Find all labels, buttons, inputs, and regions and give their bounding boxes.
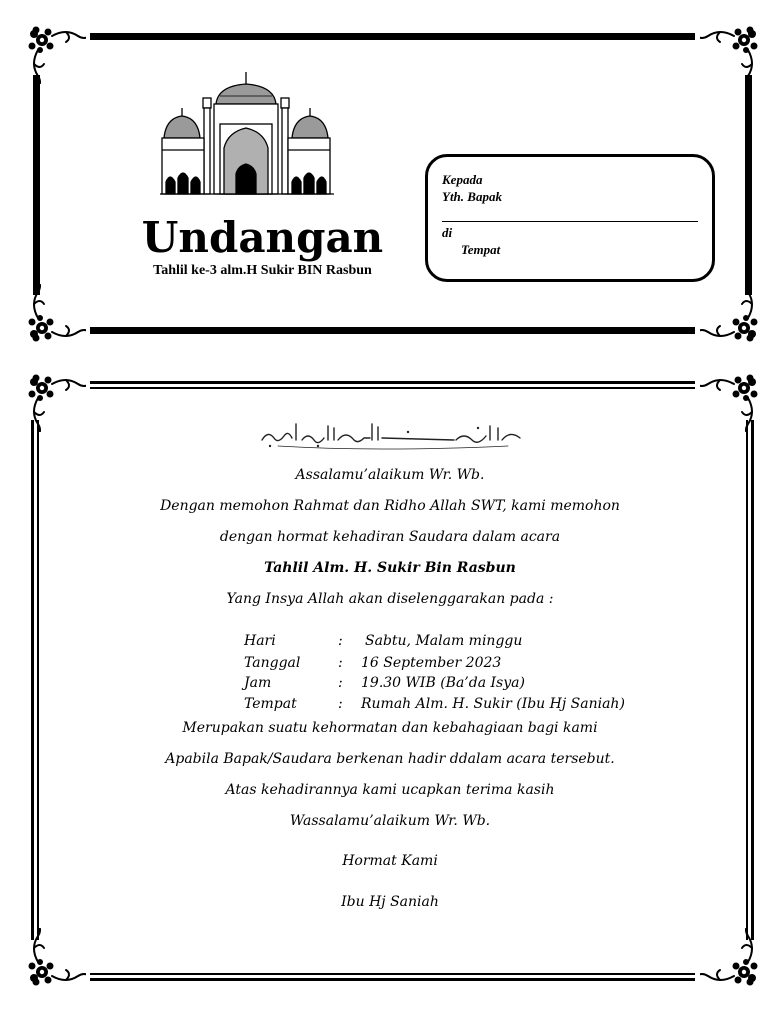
- detail-label-place: Tempat: [244, 696, 297, 712]
- letter-border-bottom: [90, 973, 695, 975]
- detail-label-time: Jam: [244, 675, 272, 691]
- closing-line-2: Apabila Bapak/Saudara berkenan hadir ddalam acara tersebut.: [165, 751, 615, 767]
- border-top: [90, 33, 695, 40]
- signer-name: Ibu Hj Saniah: [341, 894, 439, 910]
- letter-border-bottom-outer: [90, 978, 695, 981]
- corner-ornament-icon: [26, 24, 86, 84]
- at-label: di: [442, 225, 453, 240]
- detail-sep-time: :: [338, 675, 343, 691]
- closing-line-3: Atas kehadirannya kami ucapkan terima kasih: [225, 782, 555, 798]
- closing-line-1: Merupakan suatu kehormatan dan kebahagiaan bagi kami: [182, 720, 598, 736]
- detail-sep-day: :: [338, 633, 343, 649]
- detail-label-day: Hari: [244, 633, 276, 649]
- invitation-subtitle: Tahlil ke-3 alm.H Sukir BIN Rasbun: [153, 263, 372, 278]
- recipient-label: Yth. Bapak: [442, 189, 502, 204]
- detail-value-date: 16 September 2023: [361, 655, 502, 671]
- letter-border-left-inner: [37, 420, 39, 940]
- place-label: Tempat: [461, 242, 501, 257]
- corner-ornament-icon: [26, 284, 86, 344]
- envelope-card: [0, 0, 768, 350]
- corner-ornament-icon: [700, 284, 760, 344]
- intro-line-2: dengan hormat kehadiran Saudara dalam acara: [219, 529, 561, 545]
- detail-sep-place: :: [338, 696, 343, 712]
- detail-label-date: Tanggal: [244, 655, 301, 671]
- farewell: Wassalamu’alaikum Wr. Wb.: [289, 813, 491, 829]
- border-bottom: [90, 327, 695, 334]
- event-name: Tahlil Alm. H. Sukir Bin Rasbun: [264, 560, 516, 576]
- detail-value-time: 19.30 WIB (Ba’da Isya): [361, 675, 525, 691]
- detail-sep-date: :: [338, 655, 343, 671]
- detail-value-day: Sabtu, Malam minggu: [365, 633, 523, 649]
- greeting: Assalamu’alaikum Wr. Wb.: [295, 467, 485, 483]
- to-label: Kepada: [442, 172, 483, 187]
- recipient-name-line: [442, 221, 698, 222]
- corner-ornament-icon: [700, 928, 760, 988]
- letter-border-top-inner: [90, 387, 695, 389]
- letter-border-right: [746, 420, 748, 940]
- border-right: [745, 75, 752, 295]
- letter-border-top: [90, 381, 695, 384]
- border-left: [33, 75, 40, 295]
- corner-ornament-icon: [700, 24, 760, 84]
- letter-border-right-outer: [751, 420, 754, 940]
- corner-ornament-icon: [26, 928, 86, 988]
- corner-ornament-icon: [700, 372, 760, 432]
- bismillah-calligraphy: [258, 418, 524, 452]
- intro-line-1: Dengan memohon Rahmat dan Ridho Allah SWT, kami memohon: [160, 498, 620, 514]
- corner-ornament-icon: [26, 372, 86, 432]
- detail-value-place: Rumah Alm. H. Sukir (Ibu Hj Saniah): [361, 696, 625, 712]
- letter-border-left: [31, 420, 34, 940]
- lead-line: Yang Insya Allah akan diselenggarakan pada :: [226, 591, 554, 607]
- regards: Hormat Kami: [342, 853, 438, 869]
- address-box: [425, 154, 715, 282]
- invitation-title: Undangan: [141, 213, 384, 262]
- mosque-icon: [158, 66, 336, 196]
